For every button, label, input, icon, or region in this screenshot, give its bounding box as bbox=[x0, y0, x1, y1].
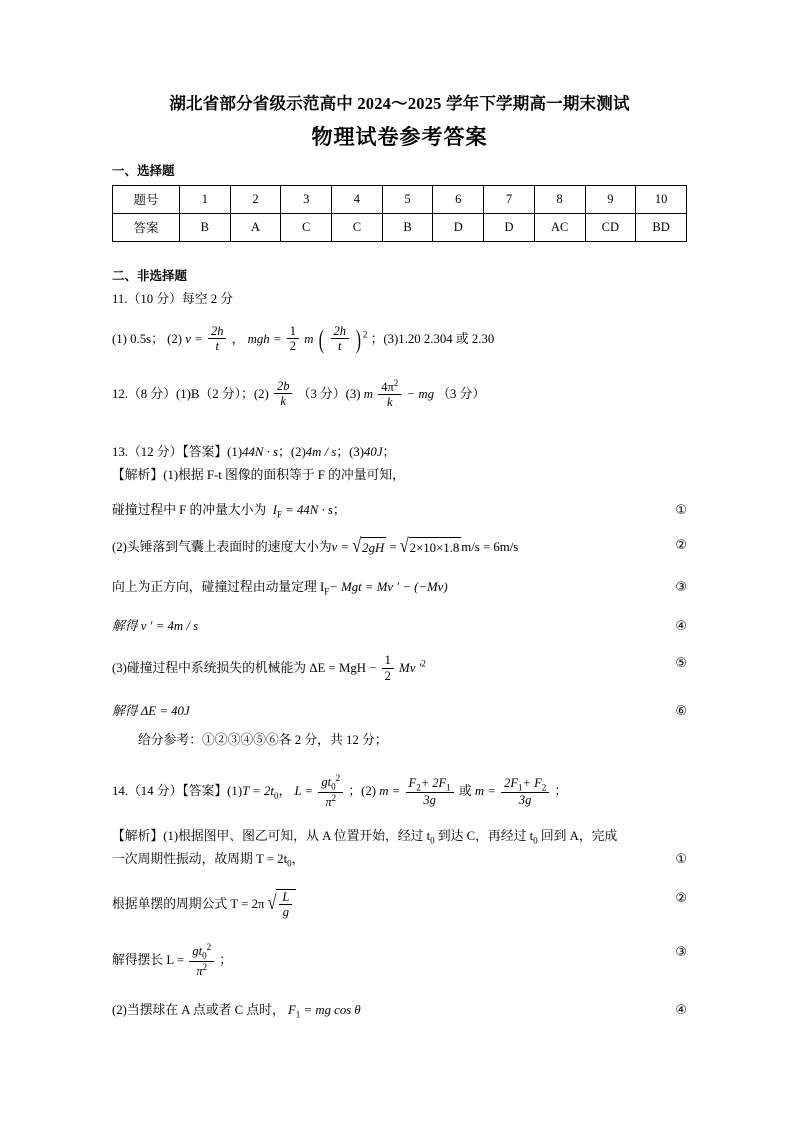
q13-line2-text: (2)头锤落到气囊上表面时的速度大小为 bbox=[112, 539, 332, 554]
q11-frac1-num: 2h bbox=[210, 323, 224, 338]
q12-frac1-den: k bbox=[280, 394, 286, 409]
q14-line3-den: π bbox=[196, 963, 203, 978]
q13-line1-tail: ； bbox=[332, 502, 346, 517]
q14-L-num-sub: 0 bbox=[331, 782, 336, 793]
answer-cell: BD bbox=[636, 213, 687, 241]
q14-L-num: gt bbox=[321, 775, 332, 790]
q14-sep2: ；(2) bbox=[348, 784, 377, 799]
q13-line5-pre: (3)碰撞过程中系统损失的机械能为 ΔE = MgH − bbox=[112, 661, 377, 676]
page-content bbox=[112, 92, 687, 1024]
q14-jiexi-l2-sub: 0 bbox=[287, 858, 292, 869]
answers-table bbox=[112, 185, 687, 242]
q11-inner-num: 2h bbox=[333, 323, 347, 338]
q14-m-eq: m = bbox=[379, 784, 401, 799]
q11-frac-half bbox=[287, 324, 299, 354]
q14-jiexi-l1-sub: 0 bbox=[430, 835, 435, 846]
q14-line4-text: (2)当摆球在 A 点或者 C 点时， bbox=[112, 1003, 285, 1018]
q11-header: 11.（10 分）每空 2 分 bbox=[112, 291, 234, 306]
q13-line2 bbox=[112, 536, 687, 560]
q14-line3 bbox=[112, 943, 687, 980]
q13-rad1: 2gH bbox=[362, 541, 385, 556]
q14-frac-L bbox=[318, 773, 343, 810]
q13-jiexi: 【解析】(1)根据 F-t 图像的面积等于 F 的冲量可知， bbox=[112, 467, 405, 482]
q13-line3-sub: F bbox=[324, 586, 330, 597]
q11-frac-2h-t bbox=[208, 324, 227, 354]
q13-line1-sub: F bbox=[276, 509, 282, 520]
q13-line2-v: v = bbox=[331, 539, 350, 554]
q12-tail: （3 分） bbox=[437, 386, 486, 401]
answer-cell: B bbox=[382, 213, 433, 241]
q14-mark-1: ① bbox=[675, 851, 687, 867]
answer-cell: CD bbox=[585, 213, 636, 241]
q13-mark-5: ⑤ bbox=[675, 656, 687, 672]
q13-sep3: ； bbox=[382, 444, 396, 459]
question-number-cell: 2 bbox=[230, 185, 281, 213]
document-title: 湖北省部分省级示范高中 2024～2025 学年下学期高一期末测试 bbox=[169, 94, 630, 113]
q14-line4-F-sub: 1 bbox=[295, 1009, 301, 1020]
q14-m2-sub: 1 bbox=[518, 782, 523, 793]
question-number-cell: 3 bbox=[281, 185, 332, 213]
radical-icon: √ bbox=[267, 892, 277, 914]
q14-line3-den-sup: 2 bbox=[202, 961, 208, 972]
q14-m1-sub2: 1 bbox=[446, 782, 451, 793]
q11-part2-prefix: (2) bbox=[167, 331, 183, 346]
q14-jiexi-l1-sub2: 0 bbox=[533, 835, 538, 846]
q14-sep1: ， bbox=[278, 784, 292, 799]
q14-line4 bbox=[112, 1001, 687, 1022]
question-number-cell: 4 bbox=[332, 185, 383, 213]
q13-mark-3: ③ bbox=[675, 580, 687, 596]
q12-frac2-sup: 2 bbox=[393, 377, 399, 388]
q14-line3-num-sup: 2 bbox=[206, 941, 212, 952]
q13-line1 bbox=[112, 501, 687, 522]
q14-m2-num: 2F bbox=[504, 775, 519, 790]
q14-jiexi-l2-tail: ， bbox=[291, 851, 305, 866]
q13-line6-text: 解得 ΔE = 40J bbox=[112, 704, 190, 718]
q14-mark-2: ② bbox=[675, 891, 687, 906]
section-heading-noncthoice: 二、非选择题 bbox=[112, 267, 188, 283]
q14-jiexi-line1 bbox=[112, 827, 687, 848]
q13-line1-I: I bbox=[272, 502, 277, 517]
q14-L-den: π bbox=[325, 795, 332, 810]
q11-paren-close: ) bbox=[355, 325, 362, 355]
q13-sqrt-2gH bbox=[352, 536, 386, 560]
q14-m1-num: F bbox=[408, 775, 417, 790]
q14-line2-pre: 根据单摆的周期公式 T = 2π bbox=[112, 896, 265, 911]
answer-cell: D bbox=[433, 213, 484, 241]
q14-m2-den: 3g bbox=[518, 793, 532, 808]
q13-line2-unit: m/s = 6m/s bbox=[461, 539, 519, 554]
q14-frac-m1 bbox=[406, 776, 454, 808]
q13-mark-2: ② bbox=[675, 538, 687, 554]
q13-line1-text: 碰撞过程中 F 的冲量大小为 bbox=[112, 502, 267, 517]
answer-cell: B bbox=[180, 213, 231, 241]
q14-line3-tail: ； bbox=[219, 952, 233, 967]
q11-frac1-den: t bbox=[215, 339, 219, 354]
q11-mgh: mgh = bbox=[247, 331, 282, 346]
q12-body bbox=[112, 379, 687, 411]
q14-jiexi-l1-rest: 到达 C，再经过 t bbox=[434, 828, 534, 843]
q13-line5-sup: 2 bbox=[421, 658, 426, 669]
q13-line6 bbox=[112, 702, 687, 721]
q13-mark-6: ⑥ bbox=[675, 704, 687, 719]
answer-cell: D bbox=[484, 213, 535, 241]
q14-rad-num: L bbox=[282, 890, 290, 904]
q11-half-den: 2 bbox=[289, 339, 296, 354]
question-number-cell: 9 bbox=[585, 185, 636, 213]
q14-jiexi-line2 bbox=[112, 850, 687, 871]
q14-m2-eq: m = bbox=[474, 784, 496, 799]
q13-line4-text: 解得 v ′ = 4m / s bbox=[112, 619, 199, 634]
q11-power: 2 bbox=[362, 329, 368, 340]
q14-m1-mid: + 2F bbox=[420, 775, 447, 790]
q11-comma: ， bbox=[231, 331, 245, 346]
q13-head-prefix: 13.（12 分）【答案】(1) bbox=[112, 444, 243, 459]
q12-frac2-den: k bbox=[386, 395, 393, 410]
q14-frac-L-g bbox=[279, 890, 292, 920]
q14-line3-num-sub: 0 bbox=[202, 950, 207, 961]
q11-inner-den: t bbox=[338, 339, 342, 354]
q11-body bbox=[112, 325, 687, 355]
q12-frac2-num: 4π bbox=[381, 379, 394, 394]
q14-tail: ； bbox=[554, 784, 568, 799]
q12-frac1-num: 2b bbox=[276, 378, 290, 393]
q14-m1-den: 3g bbox=[423, 793, 436, 808]
q13-a2: 4m / s bbox=[305, 444, 337, 459]
q14-mark-3: ③ bbox=[675, 944, 687, 960]
q14-T-eq: T = 2t bbox=[242, 784, 274, 799]
q13-sqrt-num bbox=[400, 536, 461, 560]
question-number-cell: 10 bbox=[636, 185, 687, 213]
question-number-cell: 5 bbox=[382, 185, 433, 213]
question-number-cell: 6 bbox=[433, 185, 484, 213]
q14-mark-4: ④ bbox=[675, 1003, 687, 1019]
q11-m: m bbox=[304, 331, 314, 346]
row-header-answer: 答案 bbox=[113, 213, 180, 241]
table-row-numbers bbox=[113, 185, 687, 213]
q14-sqrt-L-g bbox=[268, 889, 297, 921]
q14-line3-pre: 解得摆长 L = bbox=[112, 952, 185, 967]
q14-m1-sub: 2 bbox=[416, 782, 421, 793]
q14-m2-mid: + F bbox=[522, 775, 542, 790]
q14-L-den-sup: 2 bbox=[331, 793, 337, 804]
q13-mark-1: ① bbox=[675, 502, 687, 518]
q12-tail-minus: − mg bbox=[406, 386, 434, 401]
q14-jiexi-l2: 一次周期性振动，故周期 T = 2t bbox=[112, 851, 288, 866]
q13-score-note: 给分参考：①②③④⑤⑥各 2 分，共 12 分； bbox=[138, 733, 388, 748]
q13-line3-text: 向上为正方向，碰撞过程由动量定理 I bbox=[112, 580, 325, 595]
answer-cell: AC bbox=[534, 213, 585, 241]
q13-line1-rhs: = 44N · s bbox=[285, 502, 333, 517]
q11-part1: (1) 0.5s； bbox=[112, 331, 164, 346]
q12-head: 12.（8 分）(1)B（2 分）；(2) bbox=[112, 386, 269, 401]
answer-cell: A bbox=[230, 213, 281, 241]
q14-L-num-sup: 2 bbox=[335, 773, 341, 784]
row-header-number: 题号 bbox=[113, 185, 180, 213]
answer-cell: C bbox=[332, 213, 383, 241]
q13-line2-eq: = bbox=[389, 539, 397, 554]
q13-sep2: ；(3) bbox=[336, 444, 365, 459]
q13-mark-4: ④ bbox=[675, 619, 687, 635]
q13-line3-rest: − Mgt = Mv ′ − (−Mv) bbox=[329, 580, 448, 595]
radical-icon: √ bbox=[352, 535, 362, 558]
document-subtitle: 物理试卷参考答案 bbox=[311, 124, 488, 149]
answer-cell: C bbox=[281, 213, 332, 241]
q14-T-sub: 0 bbox=[273, 791, 279, 802]
q13-line5-post: Mv ′ bbox=[399, 661, 422, 676]
q14-frac-L2 bbox=[189, 942, 214, 979]
question-number-cell: 1 bbox=[180, 185, 231, 213]
q11-paren-open: ( bbox=[318, 325, 324, 355]
q14-line2 bbox=[112, 889, 687, 921]
q14-head-prefix: 14.（14 分）【答案】(1) bbox=[112, 784, 243, 799]
q13-frac-den: 2 bbox=[384, 668, 391, 683]
q12-mid: （3 分）(3) bbox=[297, 386, 361, 401]
q13-answer-line bbox=[112, 443, 687, 462]
q14-answer-line bbox=[112, 774, 687, 811]
q13-line3 bbox=[112, 578, 687, 599]
table-row-answers bbox=[113, 213, 687, 241]
q14-rad-den: g bbox=[282, 905, 290, 920]
question-number-cell: 8 bbox=[534, 185, 585, 213]
q14-line4-F: F bbox=[287, 1003, 296, 1018]
q11-v-eq: v = bbox=[185, 331, 203, 346]
q11-frac-inner bbox=[331, 324, 350, 354]
q12-frac-2b-k bbox=[274, 379, 293, 409]
q14-line4-rest: = mg cos θ bbox=[303, 1003, 361, 1018]
q14-jiexi-l1-rest2: 回到 A，完成 bbox=[537, 828, 618, 843]
q13-line5 bbox=[112, 654, 687, 684]
q13-line4 bbox=[112, 617, 687, 636]
q13-a3: 40J bbox=[364, 444, 383, 459]
question-number-cell: 7 bbox=[484, 185, 535, 213]
q11-half-num: 1 bbox=[287, 324, 299, 339]
q14-line3-num: gt bbox=[192, 943, 203, 958]
q13-frac-half bbox=[382, 653, 394, 683]
q13-sep1: ；(2) bbox=[278, 444, 306, 459]
q12-frac-4pi2-k bbox=[378, 378, 401, 410]
q12-m: m bbox=[363, 386, 374, 401]
q14-L-eq: L = bbox=[294, 784, 314, 799]
q14-jiexi-l1: 【解析】(1)根据图甲、图乙可知，从 A 位置开始，经过 t bbox=[112, 828, 431, 843]
q14-or: 或 bbox=[458, 784, 472, 799]
q14-m2-sub2: 2 bbox=[541, 782, 547, 793]
section-heading-choice: 一、选择题 bbox=[112, 162, 175, 178]
q13-frac-num: 1 bbox=[382, 653, 394, 668]
q11-part3: ；(3)1.20 2.304 或 2.30 bbox=[370, 331, 495, 346]
q13-a1: 44N · s bbox=[242, 444, 279, 459]
radical-icon: √ bbox=[399, 535, 409, 558]
q13-rad2: 2×10×1.8 bbox=[409, 541, 460, 556]
q14-frac-m2 bbox=[501, 776, 549, 808]
